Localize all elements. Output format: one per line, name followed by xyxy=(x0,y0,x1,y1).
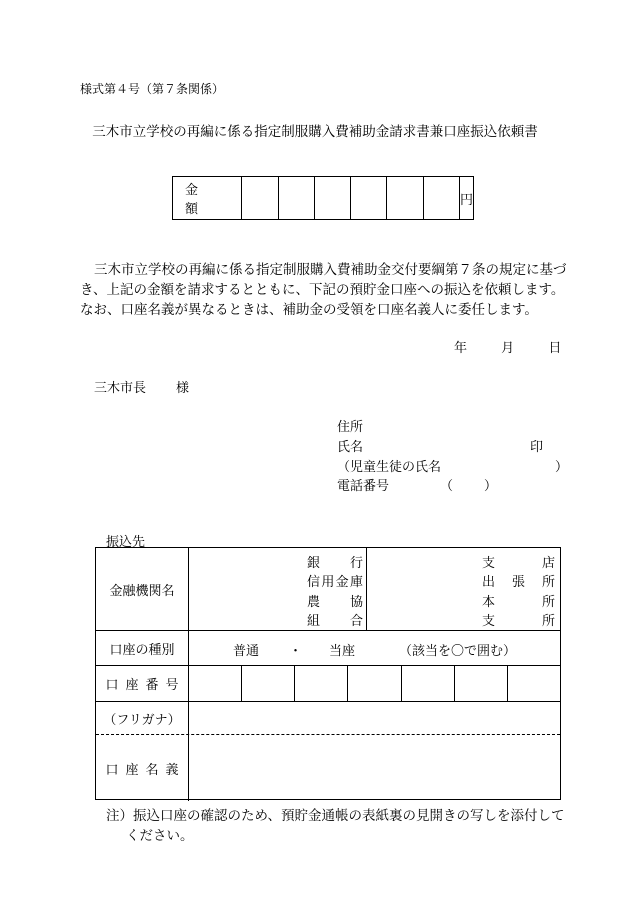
body-line: き、上記の金額を請求するとともに、下記の預貯金口座への振込を依頼します。 xyxy=(80,282,565,298)
phone-close-paren: ） xyxy=(484,479,498,494)
document-title: 三木市立学校の再編に係る指定制服購入費補助金請求書兼口座振込依頼書 xyxy=(92,124,538,140)
amount-digit-cell xyxy=(315,177,351,219)
branch-type-shiten: 支 店 xyxy=(482,556,555,571)
institution-type-shinkin: 信 用 金 庫 xyxy=(307,575,363,590)
amount-box xyxy=(172,176,474,220)
institution-types xyxy=(189,548,367,630)
student-name-close-paren: ） xyxy=(555,460,569,475)
account-number-label: 口座番号 xyxy=(96,666,189,701)
institution-row xyxy=(96,548,560,631)
note-line: ください。 xyxy=(126,828,194,844)
institution-type-kumiai: 組 合 xyxy=(307,614,363,629)
account-type-options xyxy=(189,631,560,665)
amount-digit-cell xyxy=(279,177,315,219)
amount-digit-cell xyxy=(351,177,387,219)
addressee-name: 三木市長 xyxy=(94,381,147,396)
furigana-label: （フリガナ） xyxy=(96,702,189,734)
account-type-label: 口座の種別 xyxy=(96,631,189,665)
account-number-digit[interactable] xyxy=(402,666,455,701)
account-type-note: （該当を〇で囲む） xyxy=(399,644,517,659)
account-number-row xyxy=(96,666,560,702)
date-line xyxy=(454,337,561,356)
account-number-digit[interactable] xyxy=(348,666,401,701)
request-body xyxy=(80,260,580,320)
date-day: 日 xyxy=(548,341,562,356)
attachment-note xyxy=(106,806,576,846)
amount-digit-cell xyxy=(387,177,423,219)
phone-open-paren: （ xyxy=(440,479,454,494)
account-number-digit[interactable] xyxy=(295,666,348,701)
body-line: 三木市立学校の再編に係る指定制服購入費補助金交付要綱第７条の規定に基づ xyxy=(94,262,567,278)
applicant-name-label: 氏名 xyxy=(337,440,364,455)
account-holder-label: 口座名義 xyxy=(96,735,189,801)
account-number-digit[interactable] xyxy=(189,666,242,701)
branch-type-shisho: 支 所 xyxy=(482,614,555,629)
account-number-digit[interactable] xyxy=(455,666,508,701)
addressee-honorific: 様 xyxy=(176,381,190,396)
bank-account-table xyxy=(95,547,561,800)
branch-type-honsho: 本 所 xyxy=(482,595,555,610)
note-line: 注）振込口座の確認のため、預貯金通帳の表紙裏の見開きの写しを添付して xyxy=(106,808,565,824)
student-name-label: （児童生徒の氏名 xyxy=(337,460,442,475)
account-type-ordinary[interactable]: 普通 xyxy=(233,644,260,659)
account-type-current[interactable]: 当座 xyxy=(329,644,356,659)
institution-type-bank: 銀 行 xyxy=(307,556,363,571)
branch-types xyxy=(367,548,560,630)
transfer-heading: 振込先 xyxy=(106,535,146,550)
account-number-digit[interactable] xyxy=(242,666,295,701)
account-type-separator: ・ xyxy=(289,644,303,659)
institution-type-nokyo: 農 協 xyxy=(307,595,363,610)
date-year: 年 xyxy=(454,341,468,356)
furigana-row xyxy=(96,702,560,735)
amount-unit: 円 xyxy=(459,192,473,208)
branch-type-shutchojo: 出 張 所 xyxy=(482,575,555,590)
date-month: 月 xyxy=(501,341,515,356)
institution-label: 金融機関名 xyxy=(96,548,189,630)
addressee xyxy=(94,377,189,396)
seal-label: 印 xyxy=(530,440,544,455)
body-line: なお、口座名義が異なるときは、補助金の受領を口座名義人に委任します。 xyxy=(80,302,538,318)
phone-label: 電話番号 xyxy=(337,479,390,494)
account-holder-row xyxy=(96,735,560,801)
amount-digit-cell xyxy=(424,177,460,219)
amount-label: 金 額 xyxy=(173,177,242,219)
applicant-address-label: 住所 xyxy=(337,420,364,435)
account-number-cells xyxy=(189,666,560,701)
amount-digit-cell xyxy=(242,177,278,219)
account-type-row xyxy=(96,631,560,666)
form-number: 様式第４号（第７条関係） xyxy=(80,82,225,96)
account-number-digit[interactable] xyxy=(508,666,560,701)
